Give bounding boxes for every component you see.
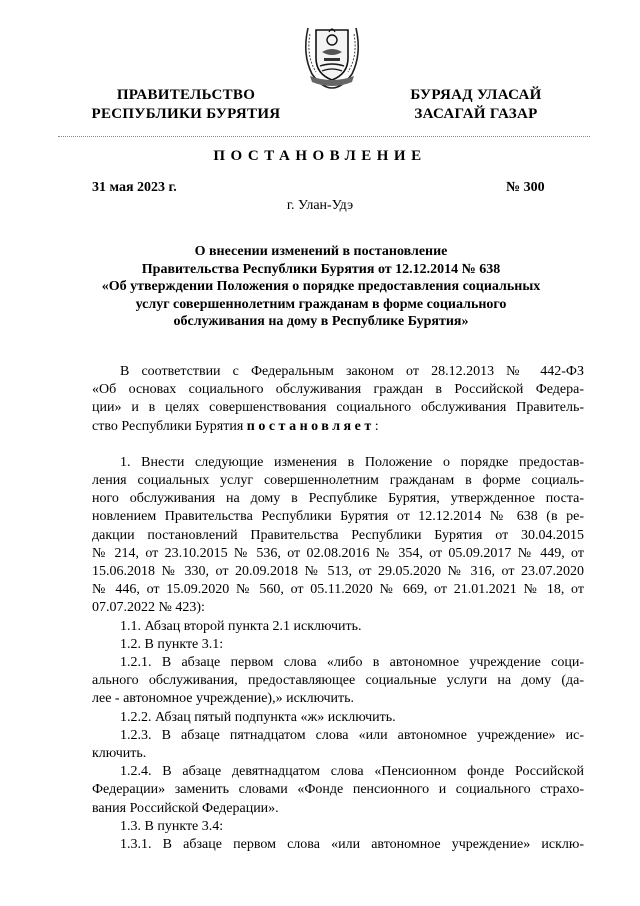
- preamble-line-text: ство Республики Бурятия: [92, 418, 244, 434]
- header-divider: [58, 136, 590, 137]
- subitem-1-2: 1.2. В пункте 3.1:: [120, 636, 224, 652]
- title-line: услуг совершеннолетним гражданам в форме социального: [135, 296, 507, 312]
- subitem-1-3-1: 1.3.1. В абзаце первом слова «или автономное учреждение» исклю-: [120, 837, 584, 853]
- item-1-line: новлением Правительства Республики Бурятия от 12.12.2014 № 638 (в ре-: [92, 509, 584, 525]
- subitem-1-2-4-line: 1.2.4. В абзаце девятнадцатом слова «Пенсионном фонде Российской: [120, 764, 584, 780]
- item-1-line: 15.06.2018 № 330, от 20.09.2018 № 513, от 29.05.2020 № 316, от 23.07.2020: [92, 564, 584, 580]
- document-title: [80, 243, 562, 331]
- document-number: № 300: [506, 180, 545, 195]
- preamble-line: «Об основах социального обслуживания граждан в Российской Федера-: [92, 382, 584, 398]
- subitem-1-3: 1.3. В пункте 3.4:: [120, 818, 224, 834]
- paragraph-gap: [92, 436, 584, 454]
- coat-of-arms-emblem: [300, 18, 364, 90]
- government-name-line: РЕСПУБЛИКИ БУРЯТИЯ: [91, 106, 281, 122]
- item-1-line: дакции постановлений Правительства Республики Бурятия от 30.04.2015: [92, 527, 584, 543]
- document-type: ПОСТАНОВЛЕНИЕ: [213, 148, 427, 164]
- government-name-buryat: [386, 86, 566, 124]
- subitem-1-2-2: 1.2.2. Абзац пятый подпункта «ж» исключить.: [120, 709, 396, 725]
- document-date: 31 мая 2023 г.: [92, 180, 177, 195]
- item-1-line: № 446, от 15.09.2020 № 560, от 05.11.2020 № 669, от 21.01.2021 № 18, от: [92, 582, 584, 598]
- subitem-1-2-1-line: 1.2.1. В абзаце первом слова «либо в автономное учреждение соци-: [120, 655, 584, 671]
- government-name-line: ПРАВИТЕЛЬСТВО: [116, 87, 256, 103]
- subitem-1-2-4-line: вания Российской Федерации».: [92, 800, 279, 816]
- document-body: [92, 363, 584, 854]
- preamble-line-final: [92, 418, 584, 436]
- title-line: обслуживания на дому в Республике Бурятия»: [173, 314, 469, 329]
- resolve-colon: :: [374, 418, 379, 434]
- item-1-line: 07.07.2022 № 423):: [92, 600, 205, 616]
- item-1-line: 1. Внести следующие изменения в Положение о порядке предостав-: [120, 454, 584, 470]
- subitem-1-2-4-line: Федерации» заменить словами «Фонде пенсионного и социального страхо-: [92, 782, 584, 798]
- subitem-1-2-3-line: ключить.: [92, 746, 147, 762]
- item-1-line: № 214, от 23.10.2015 № 536, от 02.08.2016 № 354, от 05.09.2017 № 449, от: [92, 545, 584, 561]
- resolve-word: постановляет: [246, 418, 375, 434]
- subitem-1-2-3-line: 1.2.3. В абзаце пятнадцатом слова «или автономное учреждение» ис-: [120, 727, 584, 743]
- title-line: Правительства Республики Бурятия от 12.12.2014 № 638: [141, 261, 501, 277]
- subitem-1-2-1-line: ального обслуживания, предоставляющее социальные услуги на дому (да-: [92, 673, 584, 689]
- document-city: г. Улан-Удэ: [286, 198, 354, 213]
- preamble-line: ции» и в целях совершенствования социального обслуживания Правитель-: [92, 400, 584, 416]
- government-name-line: ЗАСАГАЙ ГАЗАР: [414, 106, 538, 122]
- title-line: О внесении изменений в постановление: [194, 244, 448, 259]
- title-line: «Об утверждении Положения о порядке предоставления социальных: [101, 279, 541, 294]
- government-name-line: БУРЯАД УЛАСАЙ: [410, 87, 542, 103]
- item-1-line: ления социальных услуг совершеннолетним гражданам в форме социаль-: [92, 473, 584, 489]
- subitem-1-2-1-line: лее - автономное учреждение),» исключить.: [92, 691, 355, 707]
- preamble-line: В соответствии с Федеральным законом от 28.12.2013 № 442-ФЗ: [120, 364, 584, 379]
- subitem-1-1: 1.1. Абзац второй пункта 2.1 исключить.: [120, 618, 362, 634]
- government-name-russian: [86, 86, 286, 124]
- item-1-line: ного обслуживания на дому в Республике Бурятия, утвержденное поста-: [92, 491, 584, 507]
